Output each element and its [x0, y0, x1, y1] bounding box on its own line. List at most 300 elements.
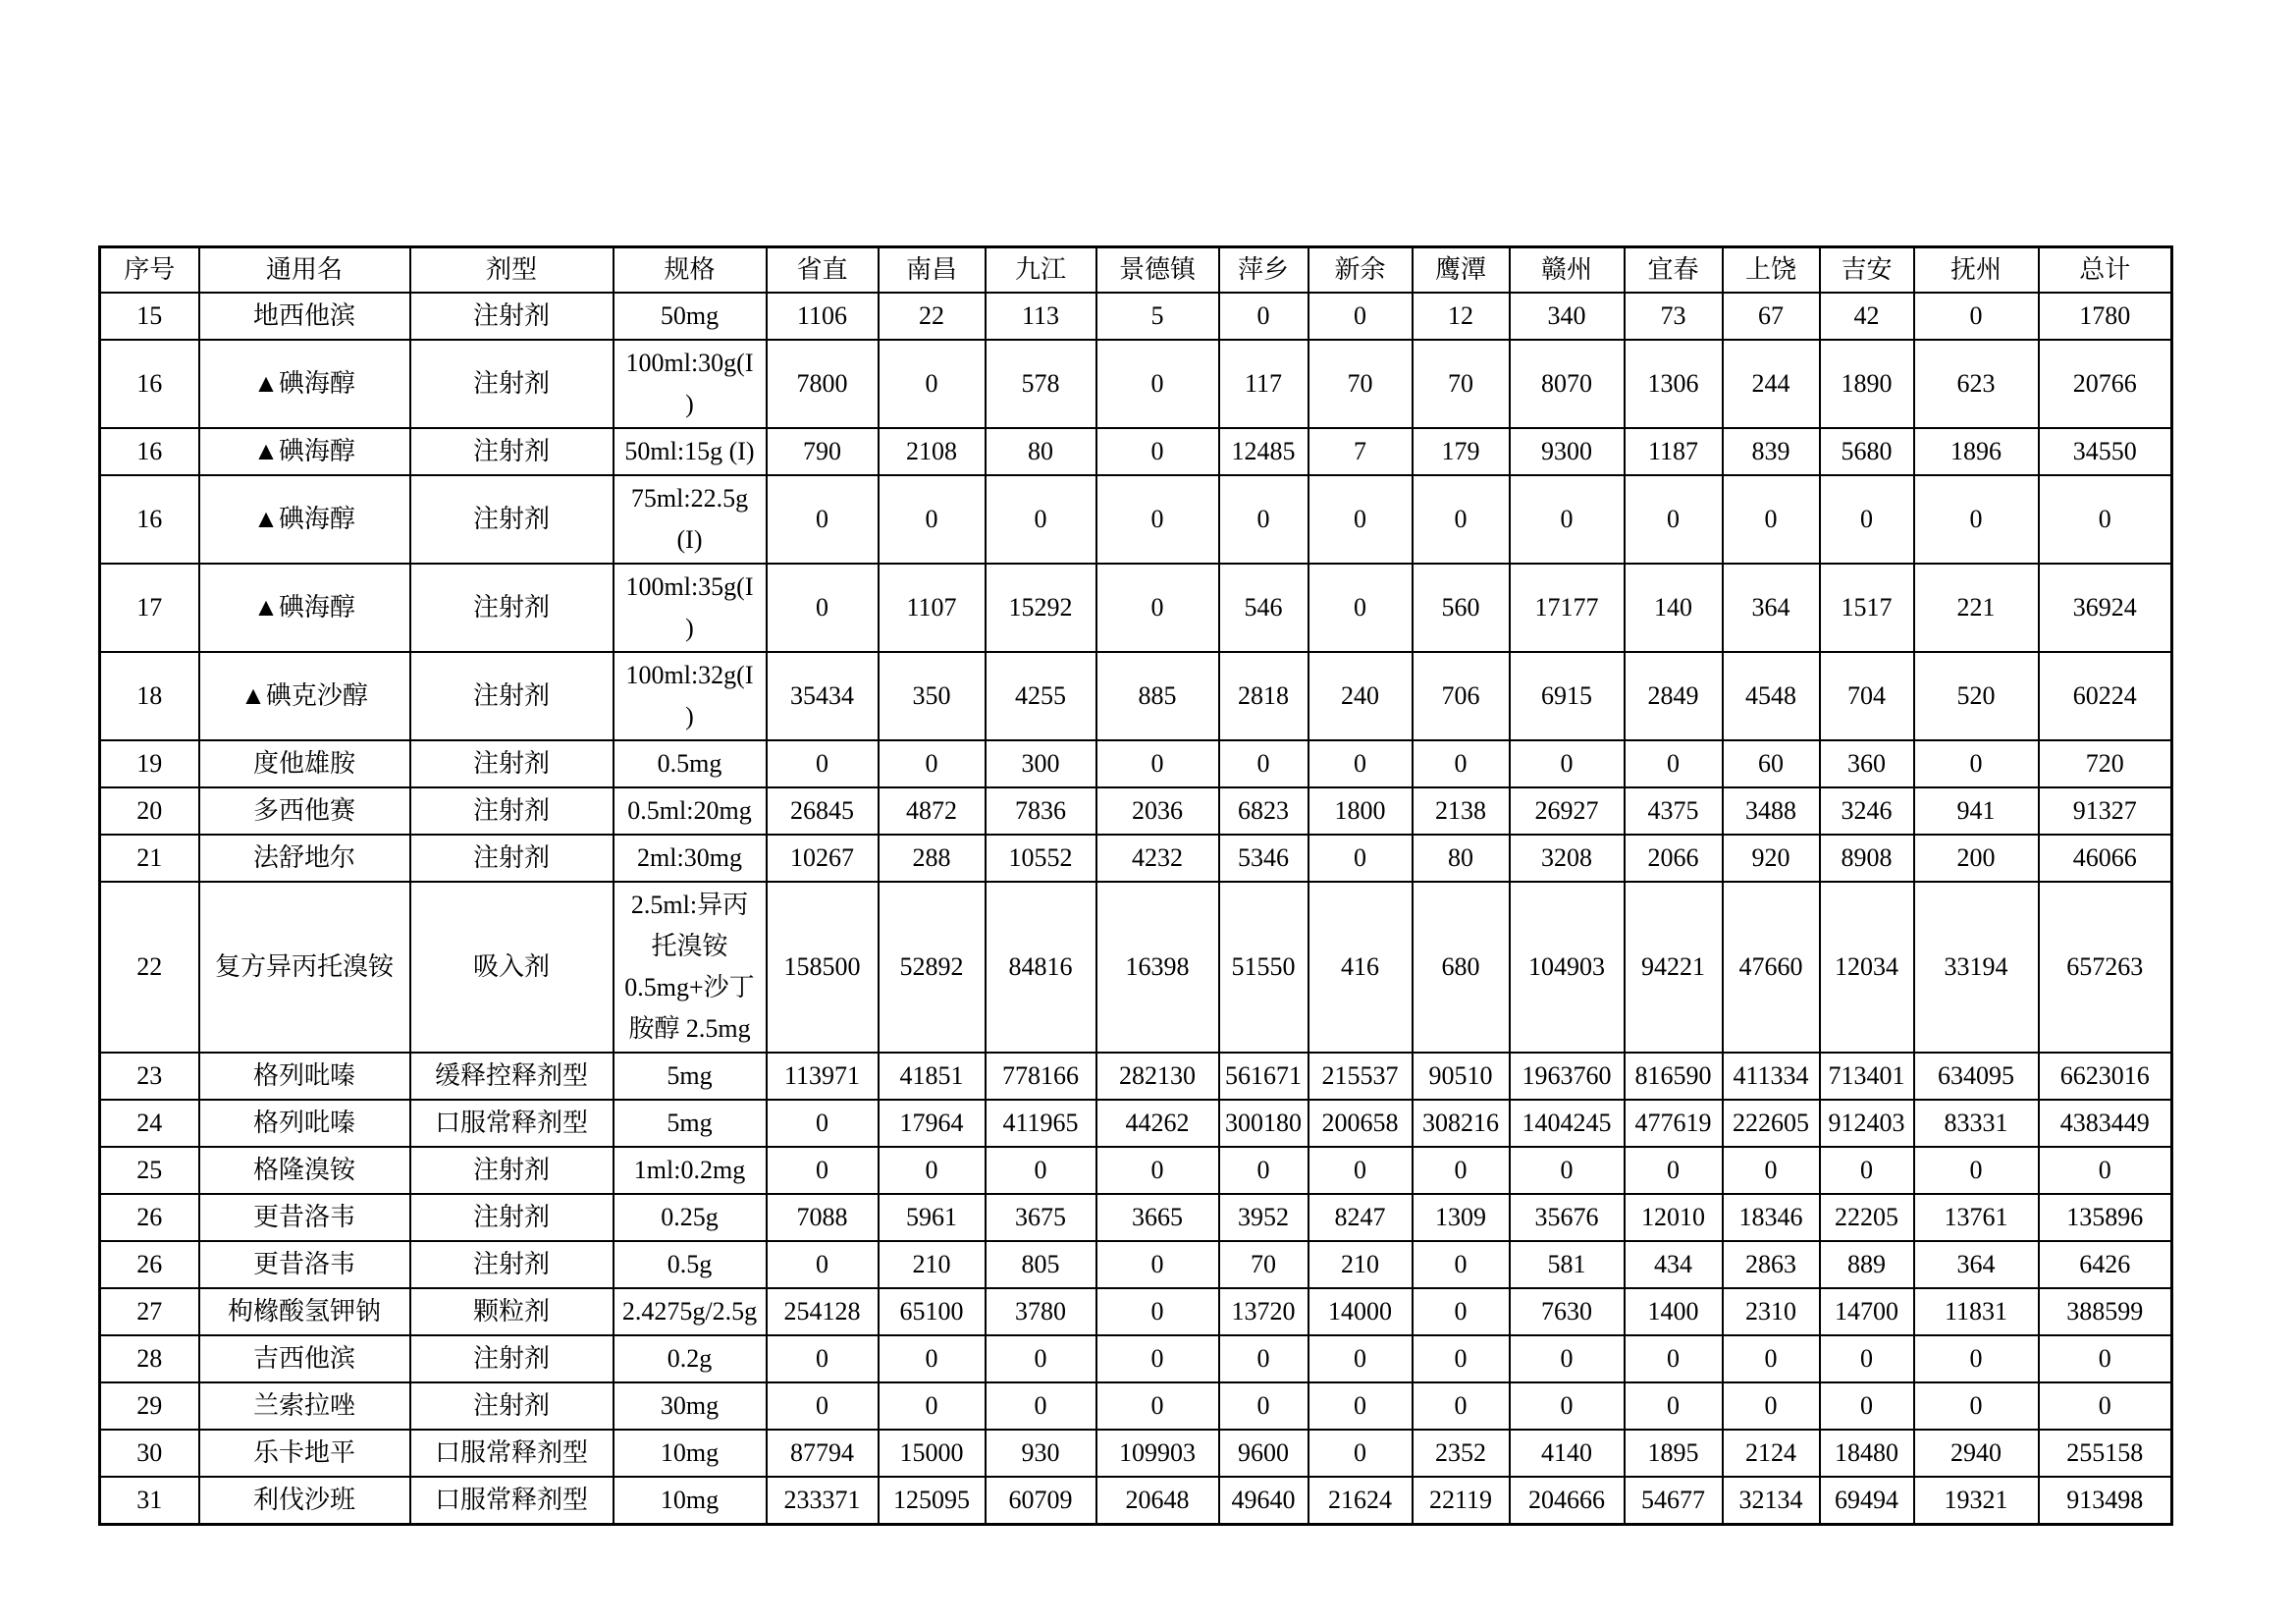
- cell-value: 0: [1096, 1241, 1219, 1288]
- cell-value: 520: [1914, 652, 2039, 740]
- column-header: 抚州: [1914, 247, 2039, 293]
- cell-dosage-form: 注射剂: [410, 293, 614, 340]
- cell-value: 1963760: [1510, 1053, 1625, 1100]
- cell-value: 0: [1914, 475, 2039, 564]
- cell-value: 140: [1625, 564, 1723, 652]
- cell-value: 80: [1413, 835, 1510, 882]
- cell-value: 657263: [2039, 882, 2172, 1053]
- cell-value: 0: [1096, 1147, 1219, 1194]
- cell-value: 3488: [1723, 787, 1820, 835]
- cell-value: 10552: [986, 835, 1096, 882]
- cell-index: 29: [100, 1382, 199, 1430]
- cell-value: 6623016: [2039, 1053, 2172, 1100]
- cell-value: 84816: [986, 882, 1096, 1053]
- cell-value: 2352: [1413, 1430, 1510, 1477]
- cell-generic-name: 格隆溴铵: [199, 1147, 410, 1194]
- cell-value: 41851: [879, 1053, 986, 1100]
- cell-value: 221: [1914, 564, 2039, 652]
- cell-value: 0: [1510, 475, 1625, 564]
- cell-value: 0: [2039, 475, 2172, 564]
- cell-value: 0: [1510, 1147, 1625, 1194]
- cell-index: 16: [100, 428, 199, 475]
- cell-generic-name: 吉西他滨: [199, 1335, 410, 1382]
- cell-generic-name: ▲碘海醇: [199, 475, 410, 564]
- cell-value: 0: [1510, 1382, 1625, 1430]
- cell-value: 54677: [1625, 1477, 1723, 1525]
- cell-value: 4375: [1625, 787, 1723, 835]
- cell-value: 69494: [1820, 1477, 1914, 1525]
- cell-value: 12485: [1219, 428, 1308, 475]
- cell-value: 477619: [1625, 1100, 1723, 1147]
- cell-value: 704: [1820, 652, 1914, 740]
- cell-value: 3246: [1820, 787, 1914, 835]
- cell-value: 0: [1510, 740, 1625, 787]
- cell-value: 7836: [986, 787, 1096, 835]
- cell-generic-name: 法舒地尔: [199, 835, 410, 882]
- column-header: 吉安: [1820, 247, 1914, 293]
- cell-value: 0: [1308, 1147, 1413, 1194]
- cell-value: 300180: [1219, 1100, 1308, 1147]
- cell-value: 1107: [879, 564, 986, 652]
- cell-value: 21624: [1308, 1477, 1413, 1525]
- cell-value: 32134: [1723, 1477, 1820, 1525]
- cell-value: 0: [2039, 1335, 2172, 1382]
- cell-value: 282130: [1096, 1053, 1219, 1100]
- cell-value: 0: [1413, 1335, 1510, 1382]
- cell-index: 18: [100, 652, 199, 740]
- cell-value: 0: [1308, 1335, 1413, 1382]
- cell-value: 12010: [1625, 1194, 1723, 1241]
- cell-value: 104903: [1510, 882, 1625, 1053]
- cell-spec: 50ml:15g (I): [614, 428, 767, 475]
- column-header: 序号: [100, 247, 199, 293]
- cell-index: 22: [100, 882, 199, 1053]
- cell-value: 0: [1820, 1382, 1914, 1430]
- cell-generic-name: 枸橼酸氢钾钠: [199, 1288, 410, 1335]
- cell-value: 0: [1096, 1335, 1219, 1382]
- cell-generic-name: 格列吡嗪: [199, 1053, 410, 1100]
- cell-value: 26927: [1510, 787, 1625, 835]
- cell-index: 15: [100, 293, 199, 340]
- cell-value: 14000: [1308, 1288, 1413, 1335]
- cell-value: 18346: [1723, 1194, 1820, 1241]
- cell-value: 805: [986, 1241, 1096, 1288]
- cell-generic-name: ▲碘海醇: [199, 428, 410, 475]
- cell-value: 47660: [1723, 882, 1820, 1053]
- cell-value: 200: [1914, 835, 2039, 882]
- drug-sales-table: [98, 245, 2173, 1526]
- table-row: [100, 1241, 2172, 1288]
- cell-value: 4232: [1096, 835, 1219, 882]
- cell-value: 94221: [1625, 882, 1723, 1053]
- cell-value: 360: [1820, 740, 1914, 787]
- cell-value: 0: [1723, 475, 1820, 564]
- cell-value: 9300: [1510, 428, 1625, 475]
- cell-value: 8908: [1820, 835, 1914, 882]
- cell-value: 0: [1308, 1430, 1413, 1477]
- cell-value: 9600: [1219, 1430, 1308, 1477]
- cell-value: 2066: [1625, 835, 1723, 882]
- cell-value: 0: [767, 1335, 879, 1382]
- cell-value: 0: [1219, 1335, 1308, 1382]
- cell-value: 623: [1914, 340, 2039, 428]
- cell-value: 2818: [1219, 652, 1308, 740]
- table-row: [100, 1430, 2172, 1477]
- cell-value: 434: [1625, 1241, 1723, 1288]
- cell-value: 5: [1096, 293, 1219, 340]
- cell-value: 913498: [2039, 1477, 2172, 1525]
- table-header: [100, 247, 2172, 293]
- cell-value: 6915: [1510, 652, 1625, 740]
- cell-value: 22205: [1820, 1194, 1914, 1241]
- cell-value: 12: [1413, 293, 1510, 340]
- cell-value: 0: [1413, 1382, 1510, 1430]
- cell-value: 0: [986, 1147, 1096, 1194]
- cell-value: 17177: [1510, 564, 1625, 652]
- cell-generic-name: 更昔洛韦: [199, 1241, 410, 1288]
- cell-value: 44262: [1096, 1100, 1219, 1147]
- cell-value: 0: [1096, 340, 1219, 428]
- cell-value: 36924: [2039, 564, 2172, 652]
- cell-value: 0: [1820, 1335, 1914, 1382]
- cell-value: 215537: [1308, 1053, 1413, 1100]
- column-header: 鹰潭: [1413, 247, 1510, 293]
- cell-generic-name: 乐卡地平: [199, 1430, 410, 1477]
- cell-value: 0: [879, 1147, 986, 1194]
- cell-value: 0: [879, 740, 986, 787]
- cell-value: 0: [1820, 1147, 1914, 1194]
- cell-value: 920: [1723, 835, 1820, 882]
- cell-value: 70: [1413, 340, 1510, 428]
- cell-value: 255158: [2039, 1430, 2172, 1477]
- cell-spec: 0.5mg: [614, 740, 767, 787]
- cell-value: 706: [1413, 652, 1510, 740]
- cell-value: 0: [1413, 1241, 1510, 1288]
- cell-value: 244: [1723, 340, 1820, 428]
- cell-value: 6823: [1219, 787, 1308, 835]
- cell-value: 0: [1096, 740, 1219, 787]
- column-header: 南昌: [879, 247, 986, 293]
- cell-value: 4383449: [2039, 1100, 2172, 1147]
- cell-generic-name: ▲碘海醇: [199, 340, 410, 428]
- cell-value: 210: [1308, 1241, 1413, 1288]
- cell-value: 300: [986, 740, 1096, 787]
- cell-generic-name: 地西他滨: [199, 293, 410, 340]
- cell-value: 70: [1219, 1241, 1308, 1288]
- cell-value: 35676: [1510, 1194, 1625, 1241]
- cell-value: 416: [1308, 882, 1413, 1053]
- cell-value: 364: [1723, 564, 1820, 652]
- table-row: [100, 340, 2172, 428]
- cell-value: 4255: [986, 652, 1096, 740]
- cell-value: 0: [1096, 475, 1219, 564]
- cell-value: 113971: [767, 1053, 879, 1100]
- table-row: [100, 564, 2172, 652]
- cell-value: 411965: [986, 1100, 1096, 1147]
- cell-value: 680: [1413, 882, 1510, 1053]
- cell-spec: 10mg: [614, 1477, 767, 1525]
- cell-value: 2138: [1413, 787, 1510, 835]
- cell-value: 4140: [1510, 1430, 1625, 1477]
- table-row: [100, 1053, 2172, 1100]
- cell-value: 20766: [2039, 340, 2172, 428]
- column-header: 规格: [614, 247, 767, 293]
- header-row: [100, 247, 2172, 293]
- cell-spec: 0.5ml:20mg: [614, 787, 767, 835]
- cell-value: 0: [1096, 1382, 1219, 1430]
- cell-value: 49640: [1219, 1477, 1308, 1525]
- cell-value: 7630: [1510, 1288, 1625, 1335]
- cell-value: 200658: [1308, 1100, 1413, 1147]
- cell-value: 1800: [1308, 787, 1413, 835]
- cell-value: 0: [767, 475, 879, 564]
- cell-dosage-form: 注射剂: [410, 428, 614, 475]
- cell-value: 0: [1413, 475, 1510, 564]
- cell-value: 204666: [1510, 1477, 1625, 1525]
- column-header: 景德镇: [1096, 247, 1219, 293]
- cell-value: 0: [1413, 740, 1510, 787]
- cell-value: 581: [1510, 1241, 1625, 1288]
- cell-value: 0: [986, 475, 1096, 564]
- cell-value: 113: [986, 293, 1096, 340]
- cell-value: 0: [1219, 1382, 1308, 1430]
- cell-value: 288: [879, 835, 986, 882]
- cell-value: 1187: [1625, 428, 1723, 475]
- cell-index: 26: [100, 1241, 199, 1288]
- cell-value: 0: [1914, 740, 2039, 787]
- cell-value: 634095: [1914, 1053, 2039, 1100]
- cell-value: 46066: [2039, 835, 2172, 882]
- cell-value: 20648: [1096, 1477, 1219, 1525]
- cell-value: 254128: [767, 1288, 879, 1335]
- cell-value: 0: [879, 340, 986, 428]
- cell-value: 308216: [1413, 1100, 1510, 1147]
- cell-spec: 2.5ml:异丙托溴铵 0.5mg+沙丁胺醇 2.5mg: [614, 882, 767, 1053]
- cell-value: 13720: [1219, 1288, 1308, 1335]
- column-header: 上饶: [1723, 247, 1820, 293]
- cell-value: 5680: [1820, 428, 1914, 475]
- cell-value: 60224: [2039, 652, 2172, 740]
- table-row: [100, 475, 2172, 564]
- cell-value: 0: [767, 740, 879, 787]
- cell-value: 0: [1723, 1382, 1820, 1430]
- cell-dosage-form: 注射剂: [410, 787, 614, 835]
- table-row: [100, 1288, 2172, 1335]
- cell-value: 109903: [1096, 1430, 1219, 1477]
- cell-value: 51550: [1219, 882, 1308, 1053]
- cell-value: 0: [879, 1382, 986, 1430]
- table-row: [100, 882, 2172, 1053]
- cell-value: 3952: [1219, 1194, 1308, 1241]
- cell-value: 2036: [1096, 787, 1219, 835]
- cell-value: 340: [1510, 293, 1625, 340]
- column-header: 新余: [1308, 247, 1413, 293]
- cell-spec: 10mg: [614, 1430, 767, 1477]
- cell-value: 0: [2039, 1147, 2172, 1194]
- cell-value: 87794: [767, 1430, 879, 1477]
- cell-value: 4548: [1723, 652, 1820, 740]
- cell-index: 28: [100, 1335, 199, 1382]
- cell-value: 70: [1308, 340, 1413, 428]
- cell-generic-name: 复方异丙托溴铵: [199, 882, 410, 1053]
- cell-value: 4872: [879, 787, 986, 835]
- cell-value: 930: [986, 1430, 1096, 1477]
- table-row: [100, 1382, 2172, 1430]
- cell-value: 33194: [1914, 882, 2039, 1053]
- cell-value: 0: [1219, 475, 1308, 564]
- cell-value: 17964: [879, 1100, 986, 1147]
- cell-spec: 5mg: [614, 1053, 767, 1100]
- cell-dosage-form: 颗粒剂: [410, 1288, 614, 1335]
- cell-value: 0: [1914, 293, 2039, 340]
- cell-value: 18480: [1820, 1430, 1914, 1477]
- cell-value: 0: [767, 564, 879, 652]
- cell-value: 15000: [879, 1430, 986, 1477]
- cell-value: 0: [1723, 1147, 1820, 1194]
- cell-dosage-form: 注射剂: [410, 1194, 614, 1241]
- column-header: 萍乡: [1219, 247, 1308, 293]
- cell-value: 3675: [986, 1194, 1096, 1241]
- cell-value: 67: [1723, 293, 1820, 340]
- cell-value: 0: [1820, 475, 1914, 564]
- cell-value: 135896: [2039, 1194, 2172, 1241]
- cell-value: 0: [1413, 1288, 1510, 1335]
- cell-spec: 100ml:30g(I): [614, 340, 767, 428]
- cell-value: 0: [1914, 1147, 2039, 1194]
- cell-value: 0: [1914, 1382, 2039, 1430]
- cell-value: 350: [879, 652, 986, 740]
- cell-value: 0: [1625, 1335, 1723, 1382]
- cell-value: 0: [1914, 1335, 2039, 1382]
- cell-generic-name: 兰索拉唑: [199, 1382, 410, 1430]
- table-row: [100, 740, 2172, 787]
- cell-spec: 2.4275g/2.5g: [614, 1288, 767, 1335]
- cell-value: 0: [1625, 1382, 1723, 1430]
- cell-value: 0: [767, 1100, 879, 1147]
- cell-value: 233371: [767, 1477, 879, 1525]
- cell-value: 2863: [1723, 1241, 1820, 1288]
- cell-dosage-form: 口服常释剂型: [410, 1100, 614, 1147]
- cell-generic-name: ▲碘海醇: [199, 564, 410, 652]
- cell-value: 546: [1219, 564, 1308, 652]
- cell-value: 388599: [2039, 1288, 2172, 1335]
- column-header: 九江: [986, 247, 1096, 293]
- cell-value: 80: [986, 428, 1096, 475]
- cell-value: 19321: [1914, 1477, 2039, 1525]
- cell-value: 1780: [2039, 293, 2172, 340]
- cell-index: 23: [100, 1053, 199, 1100]
- cell-value: 839: [1723, 428, 1820, 475]
- cell-dosage-form: 吸入剂: [410, 882, 614, 1053]
- cell-value: 0: [1308, 475, 1413, 564]
- cell-index: 16: [100, 475, 199, 564]
- column-header: 剂型: [410, 247, 614, 293]
- cell-value: 35434: [767, 652, 879, 740]
- table-row: [100, 1147, 2172, 1194]
- column-header: 通用名: [199, 247, 410, 293]
- cell-value: 578: [986, 340, 1096, 428]
- cell-value: 364: [1914, 1241, 2039, 1288]
- cell-value: 8070: [1510, 340, 1625, 428]
- cell-value: 0: [1219, 740, 1308, 787]
- cell-value: 560: [1413, 564, 1510, 652]
- cell-value: 14700: [1820, 1288, 1914, 1335]
- cell-value: 0: [1219, 1147, 1308, 1194]
- cell-value: 0: [1096, 428, 1219, 475]
- cell-value: 222605: [1723, 1100, 1820, 1147]
- cell-dosage-form: 注射剂: [410, 1241, 614, 1288]
- cell-value: 90510: [1413, 1053, 1510, 1100]
- cell-value: 0: [2039, 1382, 2172, 1430]
- cell-value: 158500: [767, 882, 879, 1053]
- cell-value: 3780: [986, 1288, 1096, 1335]
- cell-value: 885: [1096, 652, 1219, 740]
- cell-spec: 100ml:35g(I): [614, 564, 767, 652]
- cell-value: 0: [1308, 564, 1413, 652]
- cell-value: 12034: [1820, 882, 1914, 1053]
- cell-value: 0: [1625, 1147, 1723, 1194]
- cell-value: 22119: [1413, 1477, 1510, 1525]
- cell-value: 210: [879, 1241, 986, 1288]
- cell-value: 8247: [1308, 1194, 1413, 1241]
- cell-value: 179: [1413, 428, 1510, 475]
- cell-value: 7800: [767, 340, 879, 428]
- cell-value: 0: [986, 1382, 1096, 1430]
- cell-index: 26: [100, 1194, 199, 1241]
- table-row: [100, 1477, 2172, 1525]
- table-row: [100, 428, 2172, 475]
- cell-value: 1309: [1413, 1194, 1510, 1241]
- cell-value: 2108: [879, 428, 986, 475]
- cell-generic-name: 更昔洛韦: [199, 1194, 410, 1241]
- cell-dosage-form: 注射剂: [410, 1147, 614, 1194]
- cell-value: 3665: [1096, 1194, 1219, 1241]
- cell-value: 42: [1820, 293, 1914, 340]
- cell-value: 1895: [1625, 1430, 1723, 1477]
- cell-value: 11831: [1914, 1288, 2039, 1335]
- cell-dosage-form: 注射剂: [410, 1382, 614, 1430]
- cell-generic-name: 度他雄胺: [199, 740, 410, 787]
- cell-dosage-form: 注射剂: [410, 835, 614, 882]
- cell-value: 125095: [879, 1477, 986, 1525]
- cell-value: 816590: [1625, 1053, 1723, 1100]
- column-header: 宜春: [1625, 247, 1723, 293]
- cell-generic-name: 多西他赛: [199, 787, 410, 835]
- cell-value: 1517: [1820, 564, 1914, 652]
- cell-value: 2310: [1723, 1288, 1820, 1335]
- cell-value: 1306: [1625, 340, 1723, 428]
- cell-spec: 0.5g: [614, 1241, 767, 1288]
- cell-value: 0: [767, 1382, 879, 1430]
- cell-value: 561671: [1219, 1053, 1308, 1100]
- cell-value: 73: [1625, 293, 1723, 340]
- cell-value: 16398: [1096, 882, 1219, 1053]
- cell-value: 0: [1413, 1147, 1510, 1194]
- cell-spec: 0.2g: [614, 1335, 767, 1382]
- cell-dosage-form: 注射剂: [410, 475, 614, 564]
- cell-index: 24: [100, 1100, 199, 1147]
- cell-value: 60709: [986, 1477, 1096, 1525]
- cell-index: 31: [100, 1477, 199, 1525]
- cell-value: 411334: [1723, 1053, 1820, 1100]
- cell-value: 91327: [2039, 787, 2172, 835]
- cell-value: 941: [1914, 787, 2039, 835]
- cell-value: 0: [767, 1241, 879, 1288]
- cell-value: 3208: [1510, 835, 1625, 882]
- cell-value: 778166: [986, 1053, 1096, 1100]
- cell-value: 720: [2039, 740, 2172, 787]
- table-row: [100, 1100, 2172, 1147]
